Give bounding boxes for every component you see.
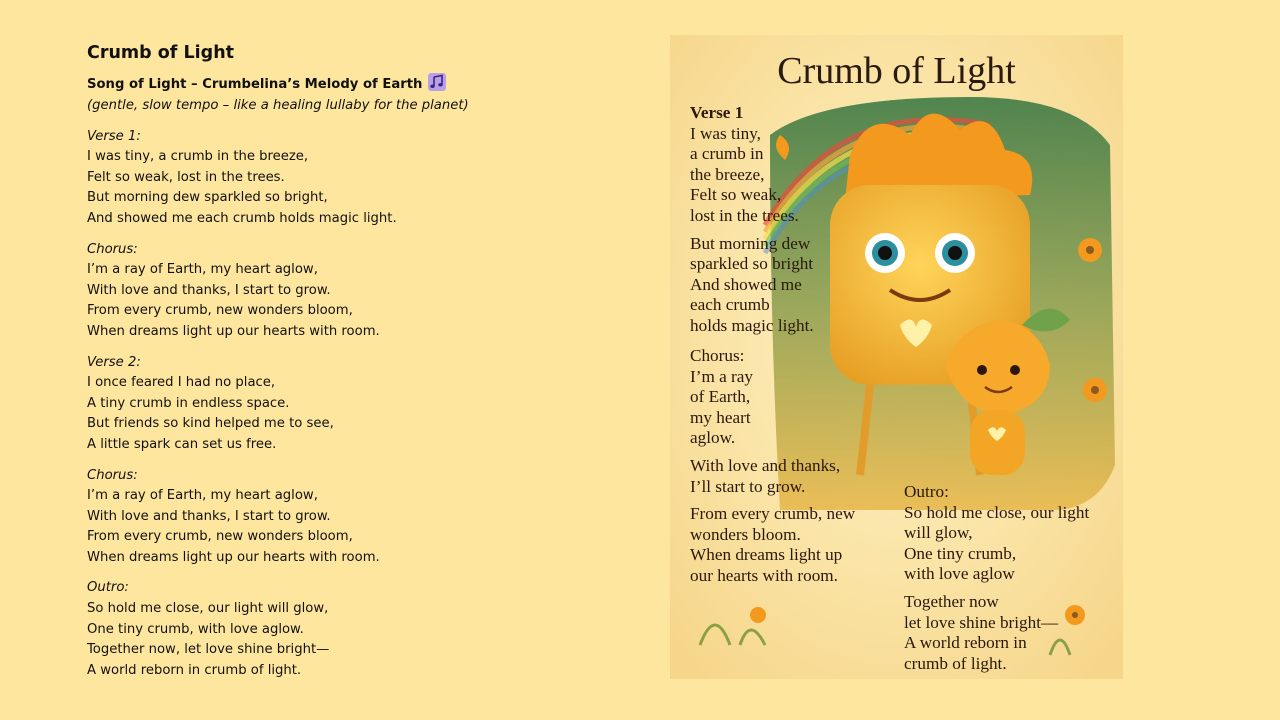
song-subtitle [87, 72, 607, 96]
poster-title: Crumb of Light [777, 50, 1016, 92]
poster-line: But morning dew [690, 233, 811, 253]
lyric-line: When dreams light up our hearts with room. [87, 549, 380, 565]
poster-line: will glow, [904, 523, 973, 543]
lyrics-section [87, 353, 607, 456]
poster-line: the breeze, [690, 164, 765, 184]
lyric-line: I was tiny, a crumb in the breeze, [87, 149, 309, 165]
poster-line: When dreams light up [690, 545, 843, 565]
poster-section-label: Chorus: [690, 346, 745, 365]
poster-section-label: Verse 1 [690, 103, 744, 122]
lyric-line: And showed me each crumb holds magic light. [87, 210, 397, 226]
poster-section-label: Outro: [904, 482, 949, 501]
poster-line: With love and thanks, [690, 455, 841, 475]
poster-line: One tiny crumb, [904, 543, 1017, 563]
lyric-line: I’m a ray of Earth, my heart aglow, [87, 262, 318, 278]
lyric-line: I’m a ray of Earth, my heart aglow, [87, 488, 318, 504]
poster-line: And showed me [690, 274, 802, 294]
lyric-line: From every crumb, new wonders bloom, [87, 303, 353, 319]
lyric-line: But friends so kind helped me to see, [87, 416, 334, 432]
poster-line: let love shine bright— [904, 612, 1059, 632]
poster-line: I’m a ray [690, 366, 753, 386]
poster-line: my heart [690, 407, 751, 427]
poster-line: So hold me close, our light [904, 502, 1090, 522]
document-title: Crumb of Light [87, 43, 235, 63]
poster-gap [690, 449, 855, 456]
poster-line: I was tiny, [690, 123, 761, 143]
lyric-line: Felt so weak, lost in the trees. [87, 169, 285, 185]
lyrics-section [87, 240, 607, 343]
poster-line: Together now [904, 591, 999, 611]
lyric-line: I once feared I had no place, [87, 375, 276, 391]
poster-line: of Earth, [690, 387, 751, 407]
lyric-line: One tiny crumb, with love aglow. [87, 621, 304, 637]
song-subtitle-text: Song of Light – Crumbelina’s Melody of Earth [87, 77, 423, 92]
lyric-line: With love and thanks, I start to grow. [87, 282, 331, 298]
lyric-line: A tiny crumb in endless space. [87, 395, 290, 411]
poster-gap [690, 227, 814, 234]
poster-outro [904, 482, 1089, 674]
poster-verse [690, 103, 814, 337]
poster-line: our hearts with room. [690, 565, 838, 585]
lyric-line: A little spark can set us free. [87, 436, 277, 452]
tempo-note: (gentle, slow tempo – like a healing lullaby for the planet) [87, 98, 469, 113]
lyrics-section [87, 127, 607, 230]
lyric-line: So hold me close, our light will glow, [87, 601, 329, 617]
poster-line: lost in the trees. [690, 205, 799, 225]
poster-chorus [690, 346, 855, 587]
lyrics-section [87, 466, 607, 569]
lyric-line: With love and thanks, I start to grow. [87, 508, 331, 524]
section-label: Outro: [87, 580, 129, 596]
lyric-line: When dreams light up our hearts with room. [87, 323, 380, 339]
poster-line: with love aglow [904, 564, 1015, 584]
poster-line: sparkled so bright [690, 254, 814, 274]
poster-line: a crumb in [690, 144, 764, 164]
section-label: Verse 2: [87, 354, 141, 370]
poster-line: From every crumb, new [690, 504, 856, 524]
poster-gap [904, 585, 1089, 592]
lyrics-section [87, 578, 607, 681]
poster-line: each crumb [690, 295, 770, 315]
poster-line: Felt so weak, [690, 185, 782, 205]
lyric-line: But morning dew sparkled so bright, [87, 190, 328, 206]
lyric-line: From every crumb, new wonders bloom, [87, 529, 353, 545]
lyrics-document [87, 40, 607, 691]
section-label: Chorus: [87, 241, 138, 257]
section-label: Chorus: [87, 467, 138, 483]
lyric-line: A world reborn in crumb of light. [87, 662, 302, 678]
poster-line: holds magic light. [690, 315, 814, 335]
section-label: Verse 1: [87, 128, 141, 144]
poster-line: wonders bloom. [690, 524, 801, 544]
lyric-line: Together now, let love shine bright— [87, 642, 330, 658]
poster-image [670, 35, 1123, 679]
poster-gap [690, 497, 855, 504]
poster-line: aglow. [690, 428, 736, 448]
music-note-icon [427, 72, 447, 92]
poster-line: I’ll start to grow. [690, 476, 806, 496]
lyrics-sections [87, 127, 607, 682]
poster-line: A world reborn in [904, 633, 1027, 653]
poster-line: crumb of light. [904, 653, 1007, 673]
